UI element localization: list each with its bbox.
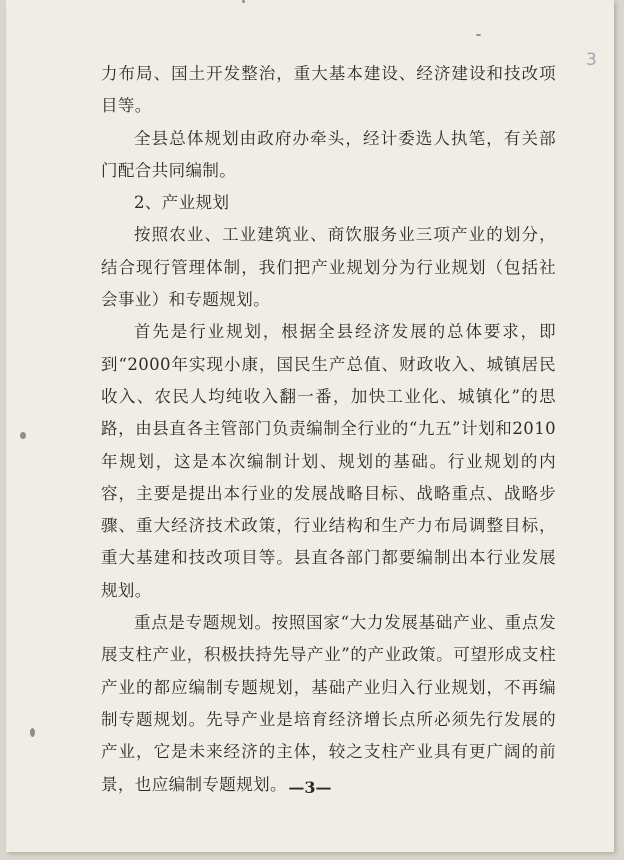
paragraph-4: 首先是行业规划，根据全县经济发展的总体要求，即到“2000年实现小康，国民生产总值、财政收入、城镇居民收入、农民人均纯收入翻一番，加快工业化、城镇化”的思路，由县直各主管部门负责编制全行业的“九五”计划和2010年规划，这是本次编制计划、规划的基础。行业规划的内容，主要是提出本行业的发展战略目标、战略重点、战略步骤、重大经济技术政策，行业结构和生产力布局调整目标，重大基建和技改项目等。县直各部门都要编制出本行业发展规划。 — [101, 322, 556, 600]
page-number: —3— — [288, 778, 332, 797]
scan-speck — [30, 728, 35, 737]
scan-speck — [20, 432, 26, 439]
paragraph-2: 全县总体规划由政府办牵头，经计委选人执笔，有关部门配合共同编制。 — [101, 128, 556, 180]
scan-speck — [476, 34, 481, 36]
paragraph-3: 按照农业、工业建筑业、商饮服务业三项产业的划分，结合现行管理体制，我们把产业规划分为行业规划（包括社会事业）和专题规划。 — [101, 225, 556, 310]
paragraph-5: 重点是专题规划。按照国家“大力发展基础产业、重点发展支柱产业，积极扶持先导产业”的产业政策。可望形成支柱产业的都应编制专题规划，基础产业归入行业规划，不再编制专题规划。先导产业是培育经济增长点所必须先行发展的产业，它是未来经济的主体，较之支柱产业具有更广阔的前景，也应编制专题规划。 — [101, 613, 556, 794]
paragraph-1: 力布局、国土开发整治，重大基本建设、经济建设和技改项目等。 — [101, 64, 556, 116]
section-heading: 2、产业规划 — [134, 193, 230, 213]
scan-speck — [242, 0, 245, 3]
body-text — [101, 58, 556, 801]
corner-page-mark: 3 — [586, 50, 597, 70]
document-page — [6, 0, 614, 852]
